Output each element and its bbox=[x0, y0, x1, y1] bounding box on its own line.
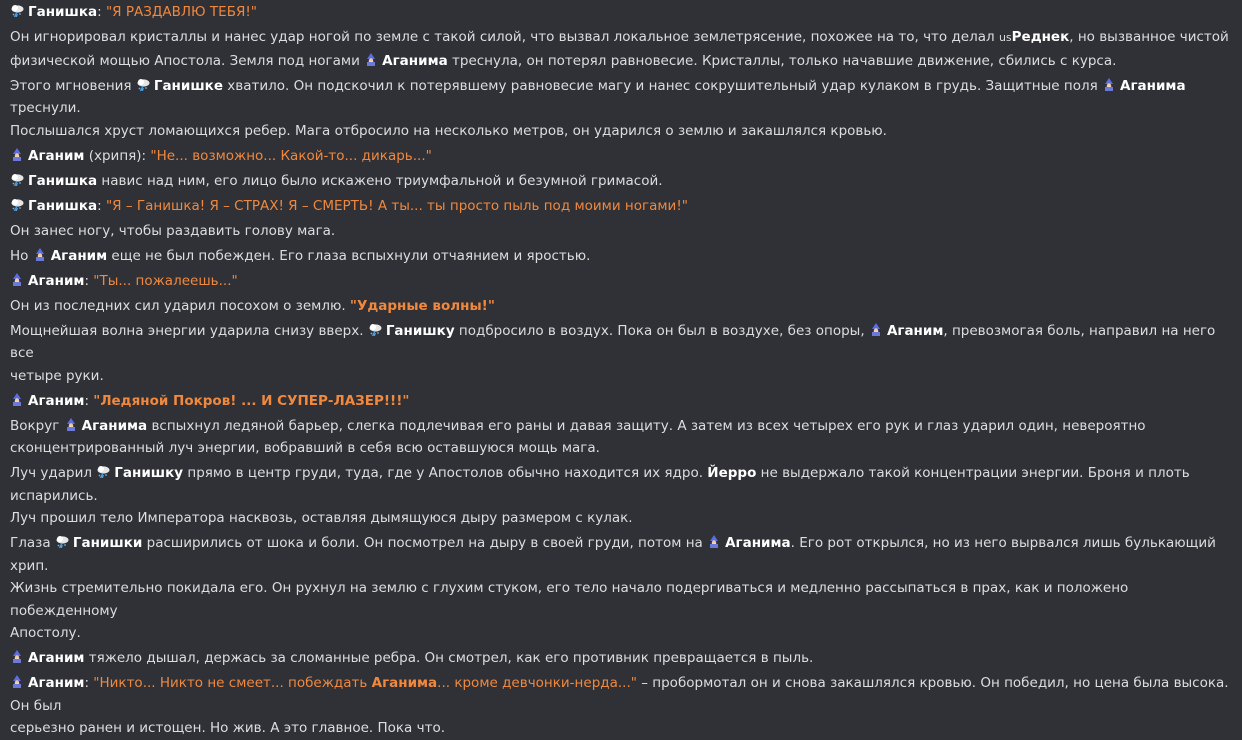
speaker-name: Ганишка bbox=[28, 4, 98, 20]
speaker-name: Аганим bbox=[28, 675, 85, 691]
wizard-icon bbox=[869, 323, 884, 336]
message-narration bbox=[10, 320, 1232, 388]
cloud-storm-icon bbox=[10, 173, 25, 186]
message-aganim-speech bbox=[10, 390, 1232, 413]
text: Луч ударил bbox=[10, 465, 97, 481]
text: Он игнорировал кристаллы и нанес удар ногой по земле с такой силой, что вызвал локальное землетрясение, похожее на то, что делал bbox=[10, 29, 999, 45]
text: – пробормотал он и снова закашлялся кровью. Он победил, но цена была высока. Он был bbox=[10, 675, 1229, 714]
quote: "Не... возможно... Какой-то... дикарь..." bbox=[150, 147, 432, 164]
speaker-name: Ганишка bbox=[28, 172, 98, 189]
text: тяжело дышал, держась за сломанные ребра. Он смотрел, как его противник превращается в пыль. bbox=[84, 650, 814, 666]
cloud-storm-icon bbox=[368, 323, 383, 336]
wizard-icon bbox=[10, 650, 25, 663]
bold-name: Йерро bbox=[707, 465, 757, 481]
text: сконцентрированный луч энергии, вобравший в себя всю оставшуюся мощь мага. bbox=[10, 440, 600, 456]
separator: : bbox=[97, 197, 106, 214]
message-aganim-speech bbox=[10, 672, 1232, 740]
message-narration bbox=[10, 245, 1232, 268]
message-narration bbox=[10, 295, 1232, 318]
quote-bold: Аганима bbox=[371, 675, 438, 691]
wizard-icon bbox=[707, 535, 722, 548]
text: , но вызванное чистой bbox=[1069, 29, 1229, 45]
text: подбросило в воздух. Пока он был в воздухе, без опоры, bbox=[454, 322, 869, 339]
separator: : bbox=[84, 392, 94, 409]
text: (хрипя): bbox=[84, 147, 151, 164]
text: расширились от шока и боли. Он посмотрел на дыру в своей груди, потом на bbox=[142, 535, 708, 551]
quote: "Ты... пожалеешь..." bbox=[93, 272, 238, 289]
message-aganim-speech bbox=[10, 270, 1232, 293]
text: физической мощью Апостола. Земля под ногами bbox=[10, 52, 365, 69]
text: Глаза bbox=[10, 535, 55, 551]
text: прямо в центр груди, туда, где у Апостолов обычно находится их ядро. bbox=[183, 465, 708, 481]
wizard-icon bbox=[10, 675, 25, 688]
text: серьезно ранен и истощен. Но жив. А это главное. Пока что. bbox=[10, 720, 445, 736]
text: us bbox=[998, 31, 1012, 44]
wizard-icon bbox=[10, 148, 25, 161]
text: треснула, он потерял равновесие. Кристаллы, только начавшие движение, сбились с курса. bbox=[447, 52, 1117, 69]
text: еще не был побежден. Его глаза вспыхнули отчаянием и яростью. bbox=[107, 247, 591, 264]
text: Вокруг bbox=[10, 417, 64, 434]
text: , превозмогая боль, направил на него все bbox=[10, 322, 1216, 361]
cloud-storm-icon bbox=[10, 198, 25, 211]
speaker-name: Аганим bbox=[28, 650, 85, 666]
text: Этого мгновения bbox=[10, 77, 136, 94]
bold-name: Ганишке bbox=[153, 77, 223, 94]
message-narration bbox=[10, 220, 1232, 243]
spell-name: "Ударные волны!" bbox=[349, 297, 495, 314]
message-ganishka-shout bbox=[10, 195, 1232, 218]
text: Луч прошил тело Императора насквозь, оставляя дымящуюся дыру размером с кулак. bbox=[10, 510, 633, 526]
bold-name: Аганим bbox=[886, 322, 944, 339]
text: четыре руки. bbox=[10, 367, 104, 384]
text: Жизнь стремительно покидала его. Он рухнул на землю с глухим стуком, его тело начало подергиваться и медленно рассыпаться в прах, как и положено побежденному bbox=[10, 580, 1129, 619]
text: Апостолу. bbox=[10, 625, 81, 641]
bold-name: Ганишки bbox=[72, 535, 143, 551]
speaker-name: Аганим bbox=[28, 392, 85, 409]
wizard-icon bbox=[10, 273, 25, 286]
separator: : bbox=[84, 272, 94, 289]
message-narration bbox=[10, 647, 1232, 670]
separator: : bbox=[97, 4, 106, 20]
separator: : bbox=[84, 675, 94, 691]
wizard-icon bbox=[1102, 78, 1117, 91]
bold-name: Аганима bbox=[1120, 77, 1186, 94]
quote: "Я РАЗДАВЛЮ ТЕБЯ!" bbox=[105, 4, 257, 20]
cloud-storm-icon bbox=[96, 465, 111, 478]
bold-name: Аганима bbox=[725, 535, 791, 551]
message-narration bbox=[10, 75, 1232, 143]
bold-name: Ганишку bbox=[385, 322, 455, 339]
chat-log bbox=[10, 0, 1232, 740]
message-narration bbox=[10, 26, 1232, 72]
bold-name: Аганим bbox=[50, 247, 108, 264]
wizard-icon bbox=[64, 418, 79, 431]
cloud-storm-icon bbox=[55, 535, 70, 548]
message-narration bbox=[10, 170, 1232, 193]
cloud-storm-icon bbox=[136, 78, 151, 91]
message-narration bbox=[10, 462, 1232, 530]
quote: "Никто... Никто не смеет... побеждать bbox=[93, 675, 372, 691]
speaker-name: Аганим bbox=[28, 147, 85, 164]
bold-name: Реднек bbox=[1011, 29, 1070, 45]
text: . Его рот открылся, но из него вырвался лишь булькающий хрип. bbox=[10, 535, 1216, 574]
quote: "Ледяной Покров! ... И СУПЕР-ЛАЗЕР!!!" bbox=[93, 392, 410, 409]
bold-name: Аганима bbox=[81, 417, 148, 434]
cloud-storm-icon bbox=[10, 4, 25, 17]
text: навис над ним, его лицо было искажено триумфальной и безумной гримасой. bbox=[97, 172, 663, 189]
message-narration bbox=[10, 415, 1232, 460]
text: вспыхнул ледяной барьер, слегка подлечивая его раны и давая защиту. А затем из всех четырех его рук и глаз ударил один, невероятно bbox=[147, 417, 1146, 434]
speaker-name: Аганим bbox=[28, 272, 85, 289]
wizard-icon bbox=[364, 53, 379, 66]
text: хватило. Он подскочил к потерявшему равновесие магу и нанес сокрушительный удар кулаком в грудь. Защитные поля bbox=[223, 77, 1103, 94]
text: треснули. bbox=[10, 100, 81, 116]
text: Послышался хруст ломающихся ребер. Мага отбросило на несколько метров, он ударился о землю и закашлялся кровью. bbox=[10, 122, 887, 139]
quote: ... кроме девчонки-нерда..." bbox=[437, 675, 637, 691]
message-narration bbox=[10, 532, 1232, 645]
speaker-name: Ганишка bbox=[28, 197, 98, 214]
quote: "Я – Ганишка! Я – СТРАХ! Я – СМЕРТЬ! А ты... ты просто пыль под моими ногами!" bbox=[105, 197, 688, 214]
message-ganishka-shout bbox=[10, 1, 1232, 24]
bold-name: Ганишку bbox=[114, 465, 184, 481]
text: не выдержало такой концентрации энергии. Броня и плоть испарились. bbox=[10, 465, 1190, 504]
wizard-icon bbox=[10, 393, 25, 406]
bold-name: Аганима bbox=[382, 52, 448, 69]
text: Но bbox=[10, 247, 33, 264]
message-aganim-wheeze bbox=[10, 145, 1232, 168]
text: Он занес ногу, чтобы раздавить голову мага. bbox=[10, 222, 336, 239]
text: Он из последних сил ударил посохом о землю. bbox=[10, 297, 350, 314]
wizard-icon bbox=[33, 248, 48, 261]
text: Мощнейшая волна энергии ударила снизу вверх. bbox=[10, 322, 368, 339]
